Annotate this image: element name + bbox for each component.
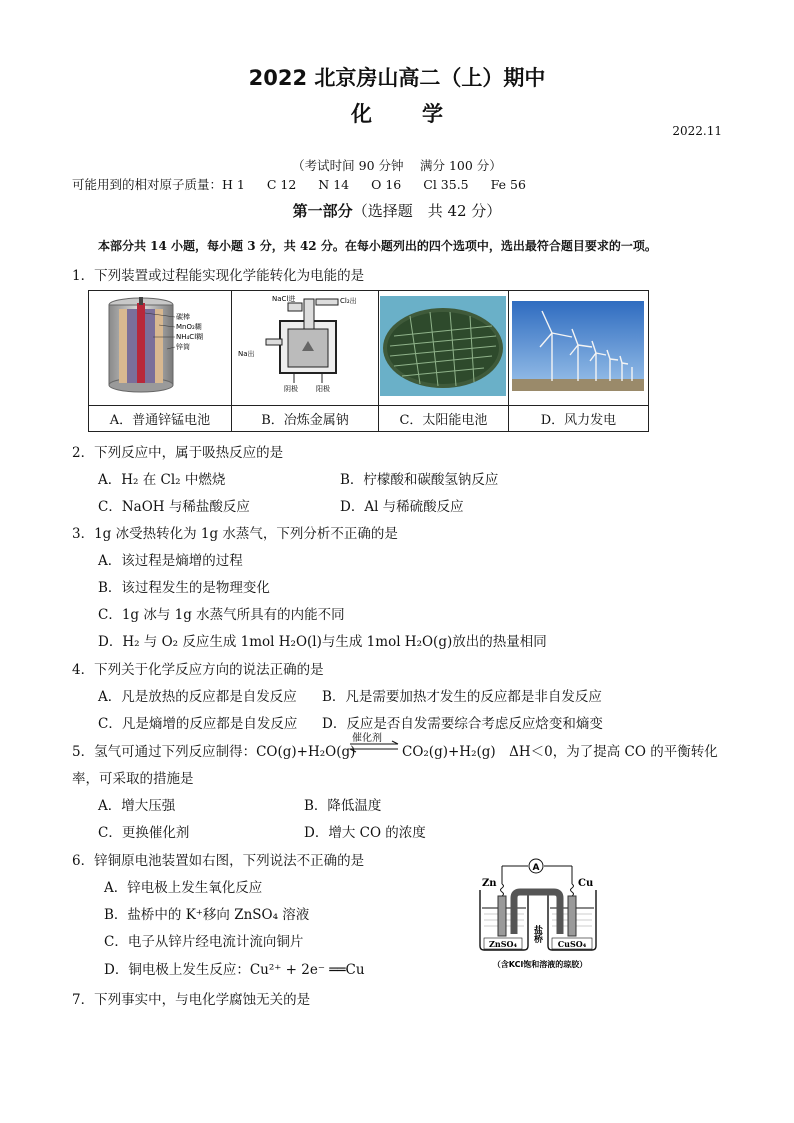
question-5-stem-line2: 率，可采取的措施是 [72,771,194,787]
battery-icon [89,291,231,401]
label-anode: 阳极 [316,385,330,393]
label-cathode: 阴极 [284,385,298,393]
question-4-stem: 4．下列关于化学反应方向的说法正确的是 [72,662,324,678]
subject-title: 化学 [351,102,493,126]
question-2-stem: 2．下列反应中，属于吸热反应的是 [72,445,284,461]
atomic-mass-cl: Cl 35.5 [423,177,469,192]
catalyst-label: 催化剂 [352,733,382,744]
atomic-mass-h: H 1 [222,177,245,192]
salt-bridge-caption: （含KCl饱和溶液的琼胶） [492,960,588,969]
q4-option-d: D．反应是否自发需要综合考虑反应焓变和熵变 [322,716,603,732]
label-na-out: Na出 [238,350,255,358]
part-note: （选择题 共 42 分） [352,202,502,220]
battery-label-2: MnO₂糊 [176,323,202,331]
question-5-stem-pre: 5．氢气可通过下列反应制得：CO(g)+H₂O(g) [72,744,356,760]
part-instruction: 本部分共 14 小题，每小题 3 分，共 42 分。在每小题列出的四个选项中，选出最符合题目要求的一项。 [98,239,657,253]
question-3-stem: 3．1g 冰受热转化为 1g 水蒸气，下列分析不正确的是 [72,526,398,542]
cuso4-label: CuSO₄ [557,939,587,949]
electrolysis-cell-icon [232,291,378,401]
q3-option-d: D．H₂ 与 O₂ 反应生成 1mol H₂O(l)与生成 1mol H₂O(g)放出的热量相同 [98,634,547,650]
q6-option-c: C．电子从锌片经电流计流向铜片 [104,934,304,950]
part-heading [0,200,794,221]
q6-option-a: A．锌电极上发生氧化反应 [104,880,263,896]
q2-option-c: C．NaOH 与稀盐酸反应 [98,499,250,515]
part-title: 第一部分 [292,202,353,220]
q6-option-b: B．盐桥中的 K⁺移向 ZnSO₄ 溶液 [104,907,310,923]
battery-label-3: NH₄Cl糊 [176,333,204,341]
ammeter-label: A [532,863,540,873]
question-6-stem: 6．锌铜原电池装置如右图，下列说法不正确的是 [72,853,365,869]
znso4-label: ZnSO₄ [489,939,517,949]
q5-option-c: C．更换催化剂 [98,825,190,841]
wind-turbine-icon [512,301,644,391]
figure-wind-power [508,291,648,406]
q2-option-d: D．Al 与稀硫酸反应 [340,499,464,515]
figure-sodium-electrolysis [232,291,379,406]
salt-bridge-label: 盐桥 [532,925,542,943]
zn-label: Zn [482,878,497,889]
document-title: 2022 北京房山高二（上）期中 [248,66,546,90]
atomic-mass-o: O 16 [371,177,402,192]
figure-zinc-manganese-battery [89,291,232,406]
q6-option-d: D．铜电极上发生反应：Cu²⁺ + 2e⁻ ══Cu [104,962,365,978]
q1-option-b: B．冶炼金属钠 [232,406,379,432]
q5-option-b: B．降低温度 [304,798,382,814]
exam-date: 2022.11 [672,124,722,138]
battery-label-1: 碳棒 [176,313,190,321]
q3-option-c: C．1g 冰与 1g 水蒸气所具有的内能不同 [98,607,345,623]
question-7-stem: 7．下列事实中，与电化学腐蚀无关的是 [72,992,311,1008]
atomic-masses [72,175,548,193]
question-5-stem-post: CO₂(g)+H₂(g) ΔH＜0，为了提高 CO 的平衡转化 [402,744,718,760]
exam-info: （考试时间 90 分钟 满分 100 分） [292,158,502,173]
q5-option-d: D．增大 CO 的浓度 [304,825,426,841]
q1-option-a: A．普通锌锰电池 [89,406,232,432]
solar-panel-icon [380,296,506,396]
equilibrium-arrow-icon [348,740,400,754]
atomic-masses-label: 可能用到的相对原子质量： [72,177,223,192]
zinc-copper-cell-diagram [470,850,610,974]
q4-option-c: C．凡是熵增的反应都是自发反应 [98,716,298,732]
battery-label-4: 锌筒 [176,343,190,351]
q5-option-a: A．增大压强 [98,798,176,814]
q3-option-b: B．该过程发生的是物理变化 [98,580,270,596]
q4-option-b: B．凡是需要加热才发生的反应都是非自发反应 [322,689,602,705]
label-cl2-out: Cl₂出 [340,297,357,305]
figure-solar-cell [379,291,509,406]
q2-option-a: A．H₂ 在 Cl₂ 中燃烧 [98,472,226,488]
question-1-figure-table [88,290,649,432]
cu-label: Cu [578,878,594,889]
q2-option-b: B．柠檬酸和碳酸氢钠反应 [340,472,499,488]
question-1-stem: 1．下列装置或过程能实现化学能转化为电能的是 [72,268,365,284]
q1-option-d: D．风力发电 [508,406,648,432]
q3-option-a: A．该过程是熵增的过程 [98,553,243,569]
label-nacl-in: NaCl进 [272,295,296,303]
q1-option-c: C．太阳能电池 [379,406,509,432]
atomic-mass-fe: Fe 56 [490,177,526,192]
q4-option-a: A．凡是放热的反应都是自发反应 [98,689,297,705]
atomic-mass-c: C 12 [266,177,297,192]
atomic-mass-n: N 14 [318,177,350,192]
